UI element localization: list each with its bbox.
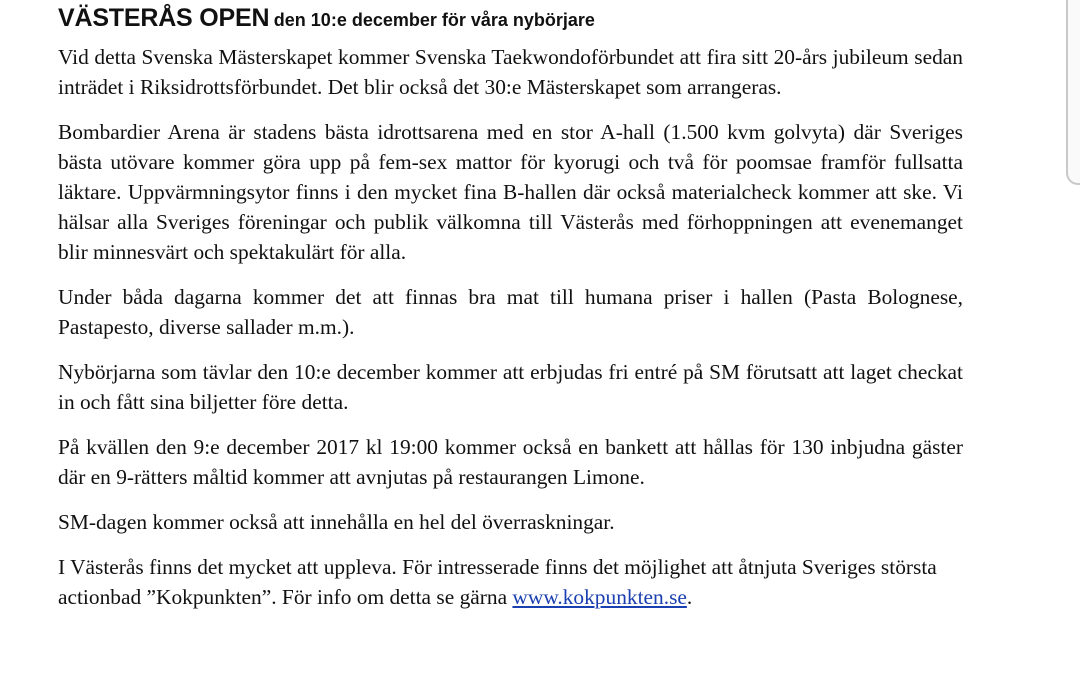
kokpunkten-suffix: .	[686, 585, 693, 609]
page-title	[58, 4, 963, 33]
paragraph-food: Under båda dagarna kommer det att finnas bra mat till humana priser i hallen (Pasta Bolognese, Pastapesto, diverse sallader m.m.).	[58, 285, 963, 339]
event-title: VÄSTERÅS OPEN	[58, 4, 270, 32]
kokpunkten-link[interactable]: www.kokpunkten.se	[512, 585, 687, 609]
page-edge-scrollbar[interactable]	[1066, 0, 1080, 185]
paragraph-banquet: På kvällen den 9:e december 2017 kl 19:00 kommer också en bankett att hållas för 130 inbjudna gäster där en 9-rätters måltid kommer att avnjutas på restaurangen Limone.	[58, 435, 963, 489]
paragraph-kokpunkten	[58, 552, 963, 612]
paragraph-arena: Bombardier Arena är stadens bästa idrottsarena med en stor A-hall (1.500 kvm golvyta) där Sveriges bästa utövare kommer göra upp på fem-sex mattor för kyorugi och två för poomsae framför fullsatta läktare. Uppvärmningsytor finns i den mycket fina B-hallen där också materialcheck kommer att ske. Vi hälsar alla Sveriges föreningar och publik välkomna till Västerås med förhoppningen att evenemanget blir minnesvärt och spektakulärt för alla.	[58, 120, 963, 264]
paragraph-beginners: Nybörjarna som tävlar den 10:e december kommer att erbjudas fri entré på SM förutsatt att laget checkat in och fått sina biljetter före detta.	[58, 360, 963, 414]
kokpunkten-text: I Västerås finns det mycket att uppleva. För intresserade finns det möjlighet att åtnjuta Sveriges största actionbad ”Kokpunkten”. För info om detta se gärna	[58, 555, 937, 609]
paragraph-surprises: SM-dagen kommer också att innehålla en hel del överraskningar.	[58, 510, 615, 534]
document-body	[58, 4, 963, 627]
event-subtitle: den 10:e december för våra nybörjare	[273, 10, 595, 30]
paragraph-anniversary: Vid detta Svenska Mästerskapet kommer Svenska Taekwondoförbundet att fira sitt 20-års jubileum sedan inträdet i Riksidrottsförbundet. Det blir också det 30:e Mästerskapet som arrangeras.	[58, 45, 963, 99]
